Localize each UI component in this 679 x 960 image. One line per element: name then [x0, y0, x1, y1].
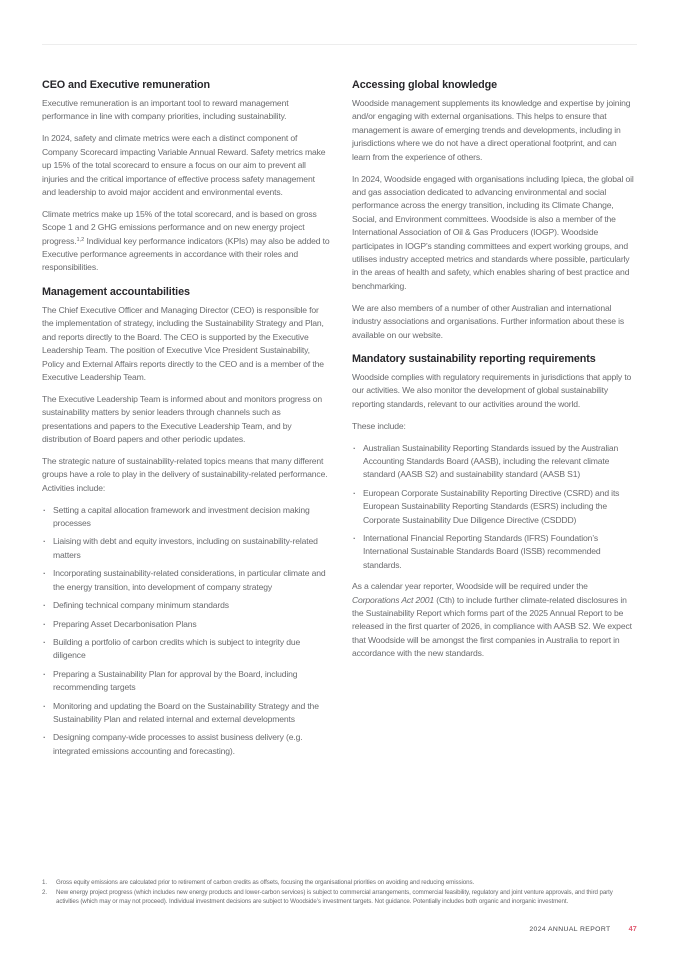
text-segment: (Cth) to include further climate-related disclosures in the Sustainability Report which forms part of the 2025 Annual Report to be released in the first quarter of 2026, in compliance with AASB S2. We expect that Woodside will be amongst the first companies in Australia to report in accordance with the new standards.	[352, 594, 632, 659]
list-item: · Setting a capital allocation framework and investment decision making processes	[42, 504, 330, 531]
section-heading-mandatory-sustainability-reporting: Mandatory sustainability reporting requirements	[352, 352, 596, 365]
list-item: · Monitoring and updating the Board on the Sustainability Strategy and the Sustainability Plan and related internal and external developments	[42, 700, 330, 727]
legislation-title: Corporations Act 2001	[352, 594, 435, 605]
paragraph	[352, 580, 637, 660]
paragraph: These include:	[352, 420, 406, 431]
left-column	[42, 79, 330, 766]
paragraph: The strategic nature of sustainability-related topics means that many different groups have a role to play in the delivery of sustainability-related performance. Activities include:	[42, 455, 328, 493]
footnote-reference: 1,2	[76, 236, 85, 243]
section-heading-ceo-executive-remuneration: CEO and Executive remuneration	[42, 79, 211, 91]
footnotes	[42, 878, 637, 907]
list-item: · Preparing Asset Decarbonisation Plans	[42, 618, 330, 631]
list-item: · Australian Sustainability Reporting Standards issued by the Australian Accounting Standards Board (AASB), including the relevant climate standard (AASB S2) and sustainability standard (AASB S1)	[352, 442, 637, 482]
section-heading-management-accountabilities: Management accountabilities	[42, 285, 190, 298]
reporting-standards-list	[352, 442, 637, 573]
header-divider	[42, 44, 637, 45]
list-item: · Building a portfolio of carbon credits which is subject to integrity due diligence	[42, 636, 330, 663]
footnote-number: 2.	[42, 888, 47, 896]
paragraph: Woodside complies with regulatory requirements in jurisdictions that apply to our activities. We also monitor the development of global sustainability reporting standards, relevant to our activities around the world.	[352, 371, 632, 409]
footnote-text: Gross equity emissions are calculated prior to retirement of carbon credits as offsets, focusing the organisational priorities on avoiding and reducing emissions.	[56, 879, 475, 886]
footnote-text: New energy project progress (which includes new energy products and lower-carbon services) is subject to commercial arrangements, commercial feasibility, regulatory and joint venture approvals, and third party activities (which may or may not proceed). Individual investment decisions are subject to Woodside’s investment targets. Not guidance. Potentially includes both organic and inorganic investment.	[56, 888, 613, 906]
footnote	[42, 888, 637, 907]
paragraph: The Chief Executive Officer and Managing Director (CEO) is responsible for the implementation of strategy, including the Sustainability Strategy and Plan, and reports directly to the Board. The CEO is supported by the Executive Leadership Team. The position of Executive Vice President Sustainability, Policy and External Affairs reports directly to the CEO and is a member of the Executive Leadership Team.	[42, 304, 324, 382]
list-item: · Defining technical company minimum standards	[42, 599, 330, 612]
paragraph: In 2024, Woodside engaged with organisations including Ipieca, the global oil and gas association dedicated to advancing environmental and social performance across the energy transition, including its Climate Change, Social, and Environment committees. Woodside is also a member of the International Association of Oil & Gas Producers (IOGP). Woodside participates in IOGP’s standing committees and expert working groups, and utilises industry accepted metrics and standards where possible, particularly in the areas of health and safety, which enables sharing of best practice and benchmarking.	[352, 173, 634, 291]
text-segment: As a calendar year reporter, Woodside will be required under the	[352, 581, 588, 592]
footnote-number: 1.	[42, 879, 47, 886]
text-segment: Individual key performance indicators (KPIs) may also be added to Executive performance agreements in accordance with their roles and responsibilities.	[42, 235, 330, 273]
footnote	[42, 878, 637, 888]
report-title: 2024 ANNUAL REPORT	[529, 926, 611, 933]
text-segment: Climate metrics make up 15% of the total scorecard, and is based on gross Scope 1 and 2 GHG emissions performance and on new energy project progress.	[42, 208, 317, 246]
page-footer	[529, 924, 637, 933]
right-column	[352, 79, 637, 766]
paragraph: Woodside management supplements its knowledge and expertise by joining and/or engaging with external organisations. This helps to ensure that management is aware of emerging trends and developments, including in jurisdictions where we do not have a direct operational footprint, and can learn from the experience of others.	[352, 98, 631, 162]
list-item: · International Financial Reporting Standards (IFRS) Foundation’s International Sustainable Standards Board (ISSB) recommended standards.	[352, 532, 637, 572]
paragraph: Executive remuneration is an important tool to reward management performance in line with company priorities, including sustainability.	[42, 98, 289, 122]
paragraph: We are also members of a number of other Australian and international industry associations and organisations. Further information about these is available on our website.	[352, 302, 625, 340]
paragraph: In 2024, safety and climate metrics were each a distinct component of Company Scorecard impacting Variable Annual Reward. Safety metrics make up 15% of the total scorecard to ensure a focus on our aim to prevent all injuries and the critical importance of effective process safety management and leadership to avoid major accident and environmental events.	[42, 133, 326, 197]
list-item: · European Corporate Sustainability Reporting Directive (CSRD) and its European Sustainability Reporting Standards (ESRS) including the Corporate Sustainability Due Diligence Directive (CSDDD)	[352, 487, 637, 527]
list-item: · Incorporating sustainability-related considerations, in particular climate and the energy transition, into development of company strategy	[42, 567, 330, 594]
list-item: · Designing company-wide processes to assist business delivery (e.g. integrated emissions accounting and forecasting).	[42, 731, 330, 758]
list-item: · Liaising with debt and equity investors, including on sustainability-related matters	[42, 535, 330, 562]
page-number: 47	[628, 924, 637, 933]
section-heading-accessing-global-knowledge: Accessing global knowledge	[352, 79, 497, 91]
page-content	[42, 79, 637, 766]
activities-list	[42, 504, 330, 759]
paragraph: The Executive Leadership Team is informed about and monitors progress on sustainability matters by senior leaders through channels such as presentations and papers to the Executive Leadership Team, and by distribution of Board papers and other periodic updates.	[42, 393, 322, 445]
paragraph	[42, 208, 330, 275]
list-item: · Preparing a Sustainability Plan for approval by the Board, including recommending targets	[42, 668, 330, 695]
